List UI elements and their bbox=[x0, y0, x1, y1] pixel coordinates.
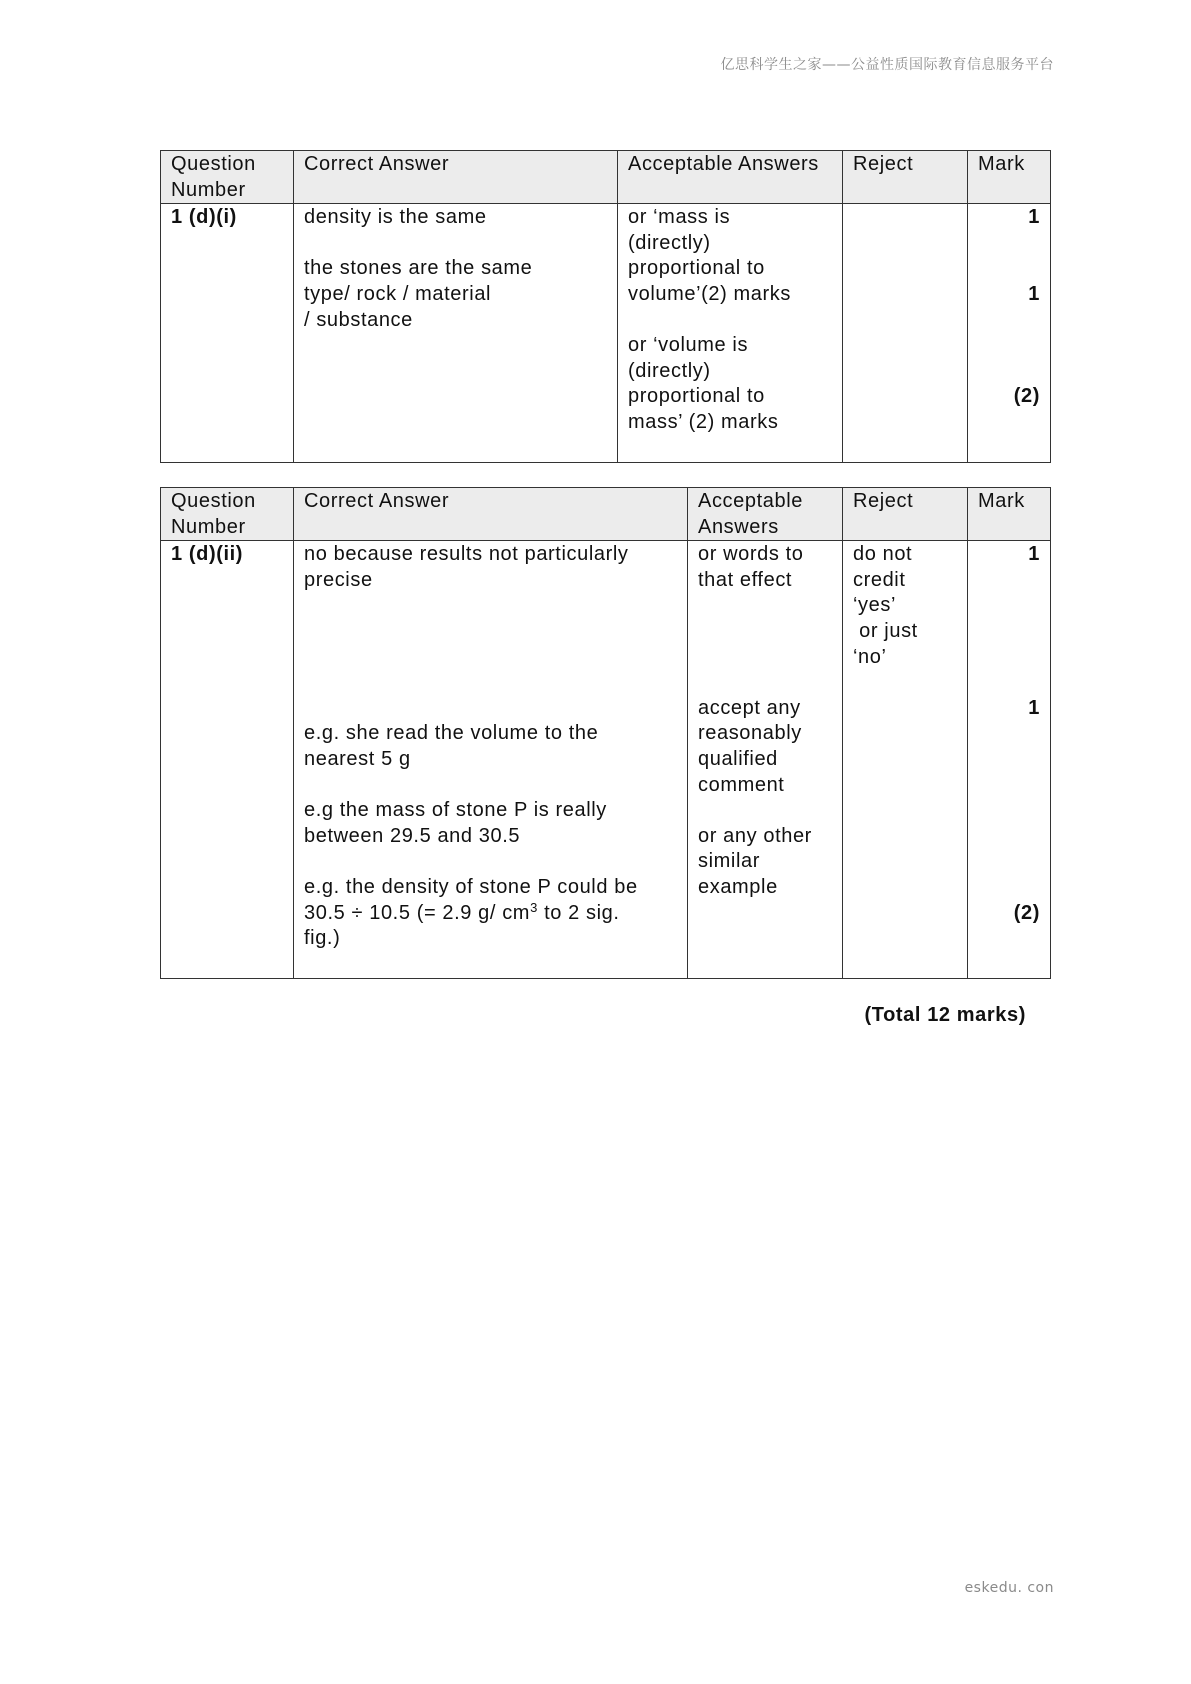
acceptable-line: reasonably bbox=[698, 722, 802, 745]
header-acceptable-answers: Acceptable Answers bbox=[618, 151, 843, 204]
answer-line: precise bbox=[304, 568, 373, 591]
acceptable-line: similar bbox=[698, 850, 760, 873]
total-marks: (Total 12 marks) bbox=[864, 1004, 1026, 1026]
header-mark: Mark bbox=[968, 151, 1051, 204]
mark-total: (2) bbox=[1013, 901, 1040, 924]
acceptable-line: mass’ (2) marks bbox=[628, 410, 779, 433]
acceptable-line: or any other bbox=[698, 824, 812, 847]
reject-line: or just bbox=[853, 619, 918, 642]
answer-line: fig.) bbox=[304, 927, 341, 950]
acceptable-line: (directly) bbox=[628, 359, 711, 382]
answer-line: density is the same bbox=[304, 206, 487, 229]
acceptable-answers-cell bbox=[618, 204, 843, 463]
answer-line: e.g the mass of stone P is really bbox=[304, 799, 607, 822]
mark-cell bbox=[968, 204, 1051, 463]
reject-cell bbox=[843, 204, 968, 463]
acceptable-line: (directly) bbox=[628, 231, 711, 254]
answer-line: / substance bbox=[304, 308, 413, 331]
table-row bbox=[161, 204, 1051, 463]
header-mark: Mark bbox=[968, 488, 1051, 541]
answer-line: type/ rock / material bbox=[304, 282, 492, 305]
header-question-number: Question Number bbox=[161, 151, 294, 204]
answer-line: between 29.5 and 30.5 bbox=[304, 824, 521, 847]
reject-line: ‘yes’ bbox=[853, 594, 897, 617]
correct-answer-cell bbox=[294, 204, 618, 463]
header-correct-answer: Correct Answer bbox=[294, 488, 688, 541]
mark-value: 1 bbox=[1028, 282, 1040, 305]
acceptable-line: proportional to bbox=[628, 385, 765, 408]
answer-line: no because results not particularly bbox=[304, 543, 629, 566]
reject-line: do not bbox=[853, 543, 913, 566]
mark-scheme-table-1d-ii bbox=[160, 487, 1051, 979]
mark-value: 1 bbox=[1028, 206, 1040, 229]
answer-line: e.g. she read the volume to the bbox=[304, 722, 599, 745]
question-number: 1 (d)(ii) bbox=[161, 541, 294, 979]
acceptable-line: or ‘mass is bbox=[628, 206, 731, 229]
acceptable-line: comment bbox=[698, 773, 785, 796]
answer-line: 30.5 ÷ 10.5 (= 2.9 g/ $cm^3$ to 2 sig. bbox=[304, 899, 620, 924]
table-header-row bbox=[161, 488, 1051, 541]
acceptable-answers-cell bbox=[688, 541, 843, 979]
acceptable-line: proportional to bbox=[628, 257, 765, 280]
answer-line: nearest 5 g bbox=[304, 747, 411, 770]
mark-total: (2) bbox=[1013, 385, 1040, 408]
footer-text: eskedu. con bbox=[964, 1580, 1054, 1596]
mark-scheme-table-1d-i bbox=[160, 150, 1051, 463]
reject-line: credit bbox=[853, 568, 906, 591]
reject-cell bbox=[843, 541, 968, 979]
answer-line: e.g. the density of stone P could be bbox=[304, 875, 638, 898]
header-acceptable-answers: Acceptable Answers bbox=[688, 488, 843, 541]
header-text: 亿思科学生之家——公益性质国际教育信息服务平台 bbox=[720, 57, 1054, 73]
acceptable-line: example bbox=[698, 875, 778, 898]
reject-line: ‘no’ bbox=[853, 645, 887, 668]
acceptable-line: accept any bbox=[698, 696, 801, 719]
mark-value: 1 bbox=[1028, 543, 1040, 566]
header-reject: Reject bbox=[843, 488, 968, 541]
acceptable-line: or ‘volume is bbox=[628, 334, 749, 357]
acceptable-line: or words to bbox=[698, 543, 804, 566]
acceptable-line: that effect bbox=[698, 568, 793, 591]
acceptable-line: qualified bbox=[698, 747, 778, 770]
mark-cell bbox=[968, 541, 1051, 979]
correct-answer-cell bbox=[294, 541, 688, 979]
header-question-number: Question Number bbox=[161, 488, 294, 541]
table-row bbox=[161, 541, 1051, 979]
answer-line: the stones are the same bbox=[304, 257, 533, 280]
header-correct-answer: Correct Answer bbox=[294, 151, 618, 204]
mark-value: 1 bbox=[1028, 696, 1040, 719]
header-reject: Reject bbox=[843, 151, 968, 204]
question-number: 1 (d)(i) bbox=[161, 204, 294, 463]
acceptable-line: volume’(2) marks bbox=[628, 282, 791, 305]
table-header-row bbox=[161, 151, 1051, 204]
